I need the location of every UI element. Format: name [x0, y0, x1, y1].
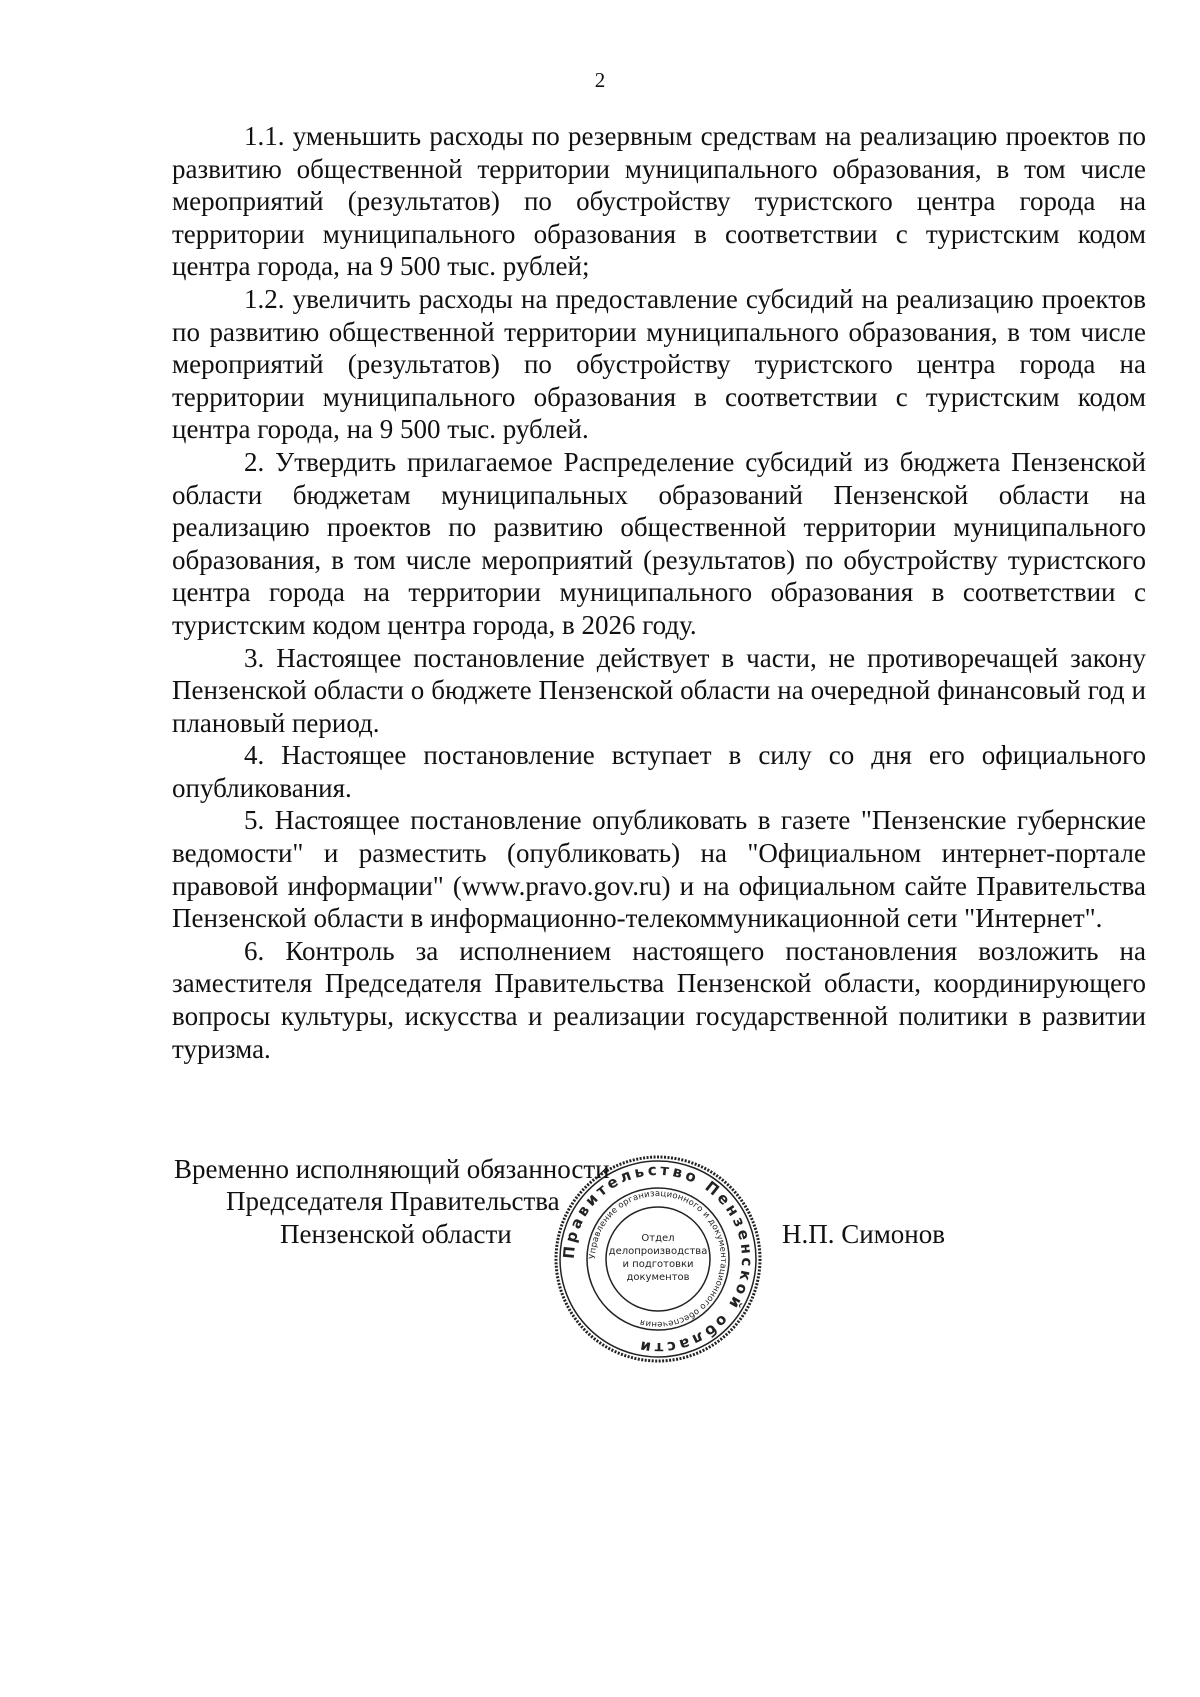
page-number: 2 [594, 68, 606, 92]
paragraph-5: 5. Настоящее постановление опубликовать в газете "Пензенские губернские ведомости" и разместить (опубликовать) на "Официальном интернет-портале правовой информации" (www.pravo.gov.ru) и на официальном сайте Правительства Пензенской области в информационно-телекоммуникационной сети "Интернет". [172, 805, 1146, 934]
paragraph-6: 6. Контроль за исполнением настоящего постановления возложить на заместителя Председателя Правительства Пензенской области, координирующего вопросы культуры, искусства и реализации государственной политики в развитии туризма. [172, 935, 1146, 1064]
paragraph-3: 3. Настоящее постановление действует в части, не противоречащей закону Пензенской области о бюджете Пензенской области на очередной финансовый год и плановый период. [172, 642, 1146, 738]
signatory-title-line-1: Временно исполняющий обязанности [174, 1154, 610, 1184]
paragraph-1-2: 1.2. увеличить расходы на предоставление субсидий на реализацию проектов по развитию общественной территории муниципального образования, в том числе мероприятий (результатов) по обустройству туристского центра города на территории муниципального образования в соответствии с туристским кодом центра города, на 9 500 тыс. рублей. [172, 283, 1146, 445]
signatory-title-line-3: Пензенской области [280, 1219, 512, 1249]
stamp-center-line-3: и подготовки [622, 1259, 694, 1270]
signatory-title-line-2: Председателя Правительства [226, 1186, 560, 1216]
paragraph-2: 2. Утвердить прилагаемое Распределение субсидий из бюджета Пензенской области бюджетам муниципальных образований Пензенской области на реализацию проектов по развитию общественной территории муниципального образования, в том числе мероприятий (результатов) по обустройству туристского центра города на территории муниципального образования в соответствии с туристским кодом центра города, в 2026 году. [172, 446, 1146, 640]
stamp-center-line-2: делопроизводства [608, 1246, 708, 1257]
stamp-center-line-4: документов [626, 1272, 690, 1283]
stamp-center-line-1: Отдел [641, 1233, 675, 1244]
document-body [172, 120, 1146, 1065]
paragraph-1-1: 1.1. уменьшить расходы по резервным средствам на реализацию проектов по развитию общественной территории муниципального образования, в том числе мероприятий (результатов) по обустройству туристского центра города на территории муниципального образования в соответствии с туристским кодом центра города, на 9 500 тыс. рублей; [172, 121, 1146, 282]
stamp-inner-ring-text: Управление организационного и документационного обеспечения [587, 1188, 729, 1330]
stamp-outer-text: Правительство Пензенской области [559, 1160, 757, 1358]
paragraph-4: 4. Настоящее постановление вступает в силу со дня его официального опубликования. [172, 740, 1146, 803]
signatory-name: Н.П. Симонов [782, 1219, 945, 1249]
signature-block [172, 1153, 1146, 1413]
